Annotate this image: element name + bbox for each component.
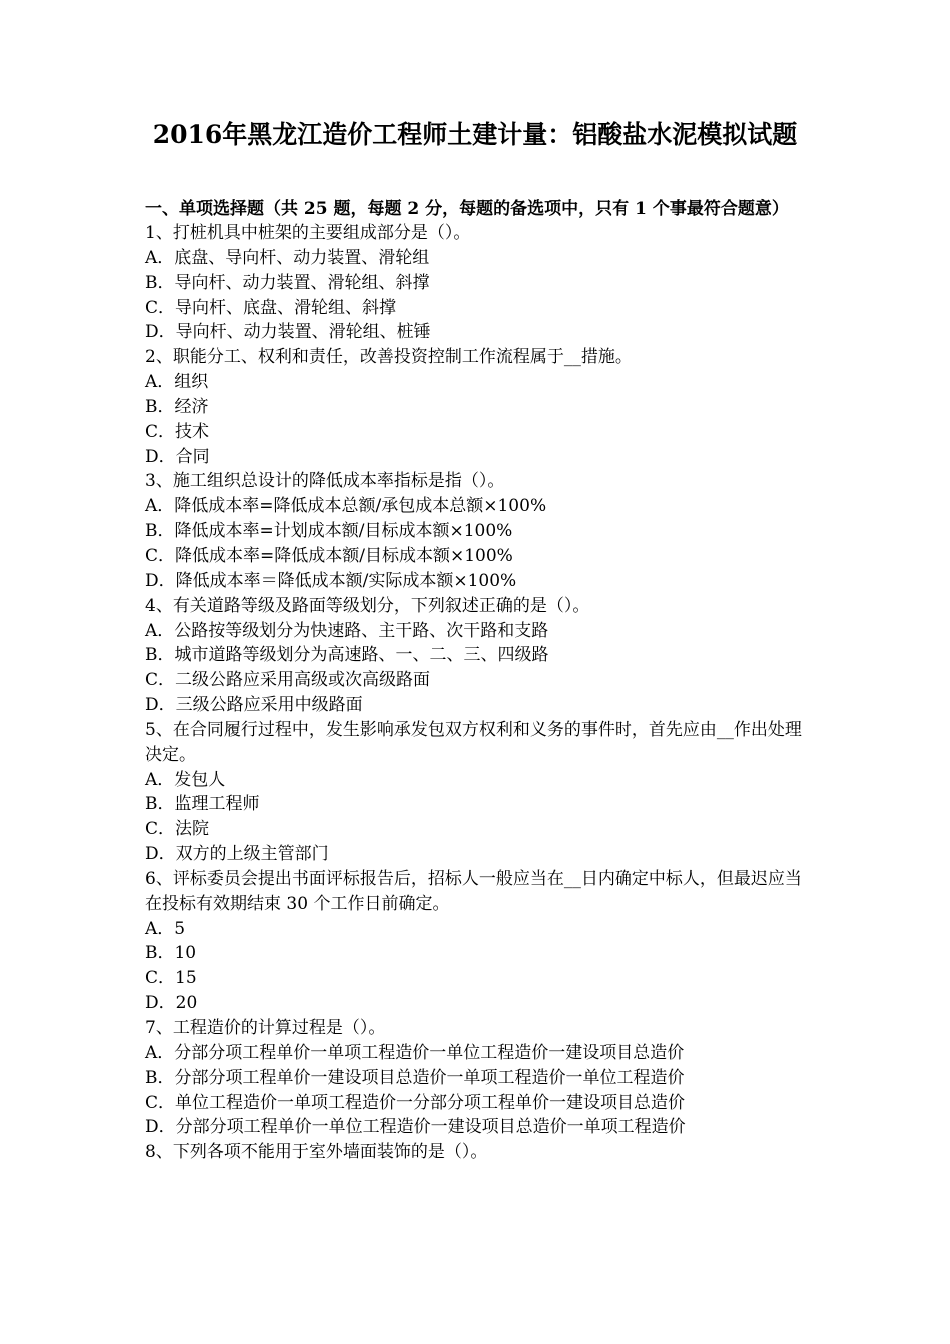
document-title: 2016年黑龙江造价工程师土建计量：铝酸盐水泥模拟试题 (152, 120, 798, 149)
option-b: B．经济 (145, 396, 209, 417)
question-stem: 1、打桩机具中桩架的主要组成部分是（）。 (145, 223, 471, 243)
option-b: B．分部分项工程单价一建设项目总造价一单项工程造价一单位工程造价 (145, 1067, 685, 1088)
option-d: D．合同 (145, 446, 210, 467)
option-c: C．导向杆、底盘、滑轮组、斜撑 (145, 297, 397, 318)
option-a: A．5 (145, 918, 186, 939)
option-d: D．导向杆、动力装置、滑轮组、桩锤 (145, 322, 431, 343)
question-stem: 7、工程造价的计算过程是（）。 (145, 1018, 386, 1038)
question-stem: 4、有关道路等级及路面等级划分，下列叙述正确的是（）。 (145, 595, 590, 616)
section-header: 一、单项选择题（共 25 题，每题 2 分，每题的备选项中，只有 1 个事最符合题意） (145, 199, 789, 219)
question-stem: 2、职能分工、权利和责任，改善投资控制工作流程属于__措施。 (145, 347, 632, 368)
question-stem: 3、施工组织总设计的降低成本率指标是指（）。 (145, 471, 505, 492)
option-b: B．城市道路等级划分为高速路、一、二、三、四级路 (145, 645, 549, 666)
option-d: D．双方的上级主管部门 (145, 844, 329, 865)
option-d: D．分部分项工程单价一单位工程造价一建设项目总造价一单项工程造价 (145, 1117, 686, 1138)
option-c: C．15 (145, 968, 197, 989)
option-a: A．发包人 (145, 769, 226, 790)
option-b: B．降低成本率=计划成本额/目标成本额×100% (145, 521, 513, 542)
option-b: B．监理工程师 (145, 794, 260, 815)
question-stem: 5、在合同履行过程中，发生影响承发包双方权利和义务的事件时，首先应由__作出处理决定。 (145, 719, 802, 765)
question-7 (145, 1016, 809, 1140)
option-c: C．法院 (145, 819, 210, 840)
question-stem: 8、下列各项不能用于室外墙面装饰的是（）。 (145, 1142, 488, 1163)
option-b: B．导向杆、动力装置、滑轮组、斜撑 (145, 272, 430, 293)
option-c: C．降低成本率=降低成本额/目标成本额×100% (145, 545, 513, 566)
question-3 (145, 469, 809, 593)
option-c: C．技术 (145, 421, 210, 442)
question-5 (145, 718, 809, 867)
document-body (145, 197, 809, 1165)
question-6 (145, 867, 809, 1016)
question-1 (145, 221, 809, 345)
option-d: D．降低成本率＝降低成本额/实际成本额×100% (145, 570, 517, 591)
option-c: C．单位工程造价一单项工程造价一分部分项工程单价一建设项目总造价 (145, 1092, 686, 1113)
option-b: B．10 (145, 943, 197, 964)
option-a: A．公路按等级划分为快速路、主干路、次干路和支路 (145, 620, 549, 641)
option-d: D．三级公路应采用中级路面 (145, 695, 363, 716)
question-4 (145, 594, 809, 718)
option-a: A．底盘、导向杆、动力装置、滑轮组 (145, 247, 430, 268)
question-stem: 6、评标委员会提出书面评标报告后，招标人一般应当在__日内确定中标人，但最迟应当在投标有效期结束 30 个工作日前确定。 (145, 868, 802, 914)
option-a: A．组织 (145, 372, 209, 393)
question-2 (145, 345, 809, 469)
question-8 (145, 1140, 809, 1165)
option-a: A．分部分项工程单价一单项工程造价一单位工程造价一建设项目总造价 (145, 1042, 685, 1063)
option-c: C．二级公路应采用高级或次高级路面 (145, 670, 431, 691)
option-a: A．降低成本率=降低成本总额/承包成本总额×100% (145, 496, 547, 517)
option-d: D．20 (145, 993, 198, 1014)
